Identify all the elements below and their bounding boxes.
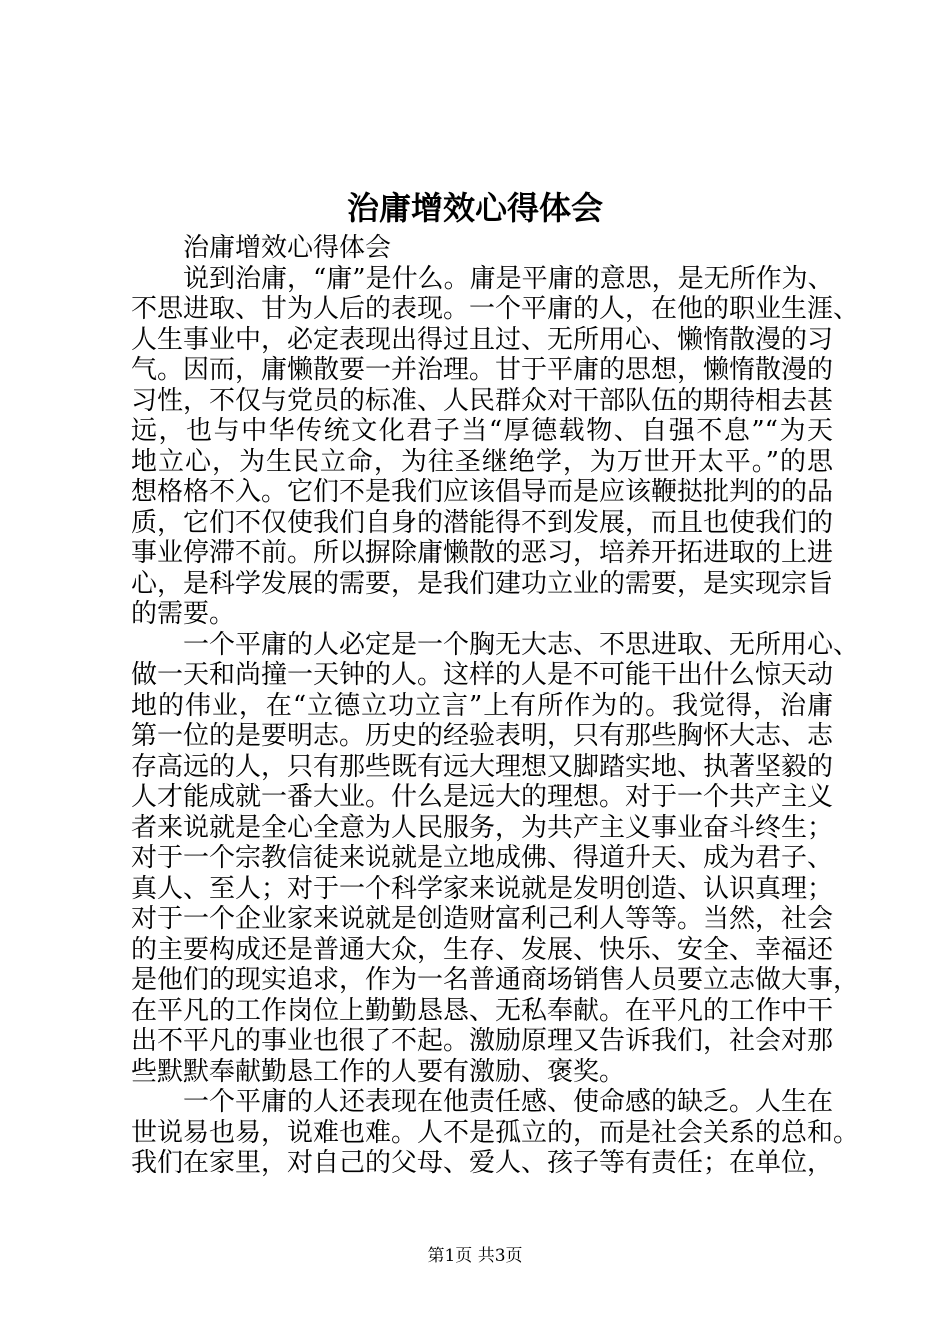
document-body	[131, 233, 860, 1179]
text-line: 不思进取、甘为人后的表现。一个平庸的人，在他的职业生涯、	[131, 294, 860, 324]
text-line: 的主要构成还是普通大众，生存、发展、快乐、安全、幸福还	[131, 934, 834, 965]
text-line: 些默默奉献勤恳工作的人要有激励、褒奖。	[131, 1056, 626, 1087]
text-line: 想格格不入。它们不是我们应该倡导而是应该鞭挞批判的的品	[131, 477, 834, 507]
text-line: 一个平庸的人还表现在他责任感、使命感的缺乏。人生在	[183, 1087, 834, 1117]
text-line: 治庸增效心得体会	[183, 233, 392, 263]
text-line: 存高远的人，只有那些既有远大理想又脚踏实地、执著坚毅的	[131, 751, 834, 782]
text-line: 是他们的现实追求，作为一名普通商场销售人员要立志做大事，	[131, 965, 860, 995]
text-line: 的需要。	[131, 599, 236, 629]
text-line: 对于一个宗教信徒来说就是立地成佛、得道升天、成为君子、	[131, 843, 834, 873]
text-line: 世说易也易，说难也难。人不是孤立的，而是社会关系的总和。	[131, 1117, 860, 1148]
text-line: 习性，不仅与党员的标准、人民群众对干部队伍的期待相去甚	[131, 385, 834, 416]
text-line: 真人、至人；对于一个科学家来说就是发明创造、认识真理；	[131, 873, 834, 904]
text-line: 出不平凡的事业也很了不起。激励原理又告诉我们，社会对那	[131, 1026, 834, 1056]
text-line: 心，是科学发展的需要，是我们建功立业的需要，是实现宗旨	[131, 568, 834, 599]
text-line: 者来说就是全心全意为人民服务，为共产主义事业奋斗终生；	[131, 812, 834, 843]
text-line: 说到治庸，“庸”是什么。庸是平庸的意思，是无所作为、	[183, 263, 834, 294]
text-line: 质，它们不仅使我们自身的潜能得不到发展，而且也使我们的	[131, 507, 834, 538]
text-line: 一个平庸的人必定是一个胸无大志、不思进取、无所用心、	[183, 629, 860, 660]
text-line: 地立心，为生民立命，为往圣继绝学，为万世开太平。”的思	[131, 446, 833, 477]
text-line: 对于一个企业家来说就是创造财富利己利人等等。当然，社会	[131, 904, 834, 934]
text-line: 地的伟业，在“立德立功立言”上有所作为的。我觉得，治庸	[131, 690, 833, 721]
document-title: 治庸增效心得体会	[346, 189, 603, 227]
text-line: 事业停滞不前。所以摒除庸懒散的恶习，培养开拓进取的上进	[131, 538, 834, 568]
text-line: 做一天和尚撞一天钟的人。这样的人是不可能干出什么惊天动	[131, 660, 834, 690]
text-line: 气。因而，庸懒散要一并治理。甘于平庸的思想，懒惰散漫的	[131, 355, 834, 385]
text-line: 我们在家里，对自己的父母、爱人、孩子等有责任；在单位，	[131, 1148, 834, 1178]
text-line: 人生事业中，必定表现出得过且过、无所用心、懒惰散漫的习	[131, 324, 834, 355]
text-line: 人才能成就一番大业。什么是远大的理想。对于一个共产主义	[131, 782, 834, 812]
text-line: 远，也与中华传统文化君子当“厚德载物、自强不息”“为天	[131, 416, 833, 446]
text-line: 第一位的是要明志。历史的经验表明，只有那些胸怀大志、志	[131, 721, 834, 751]
text-line: 在平凡的工作岗位上勤勤恳恳、无私奉献。在平凡的工作中干	[131, 995, 834, 1026]
page-number: 第1页 共3页	[427, 1246, 523, 1266]
